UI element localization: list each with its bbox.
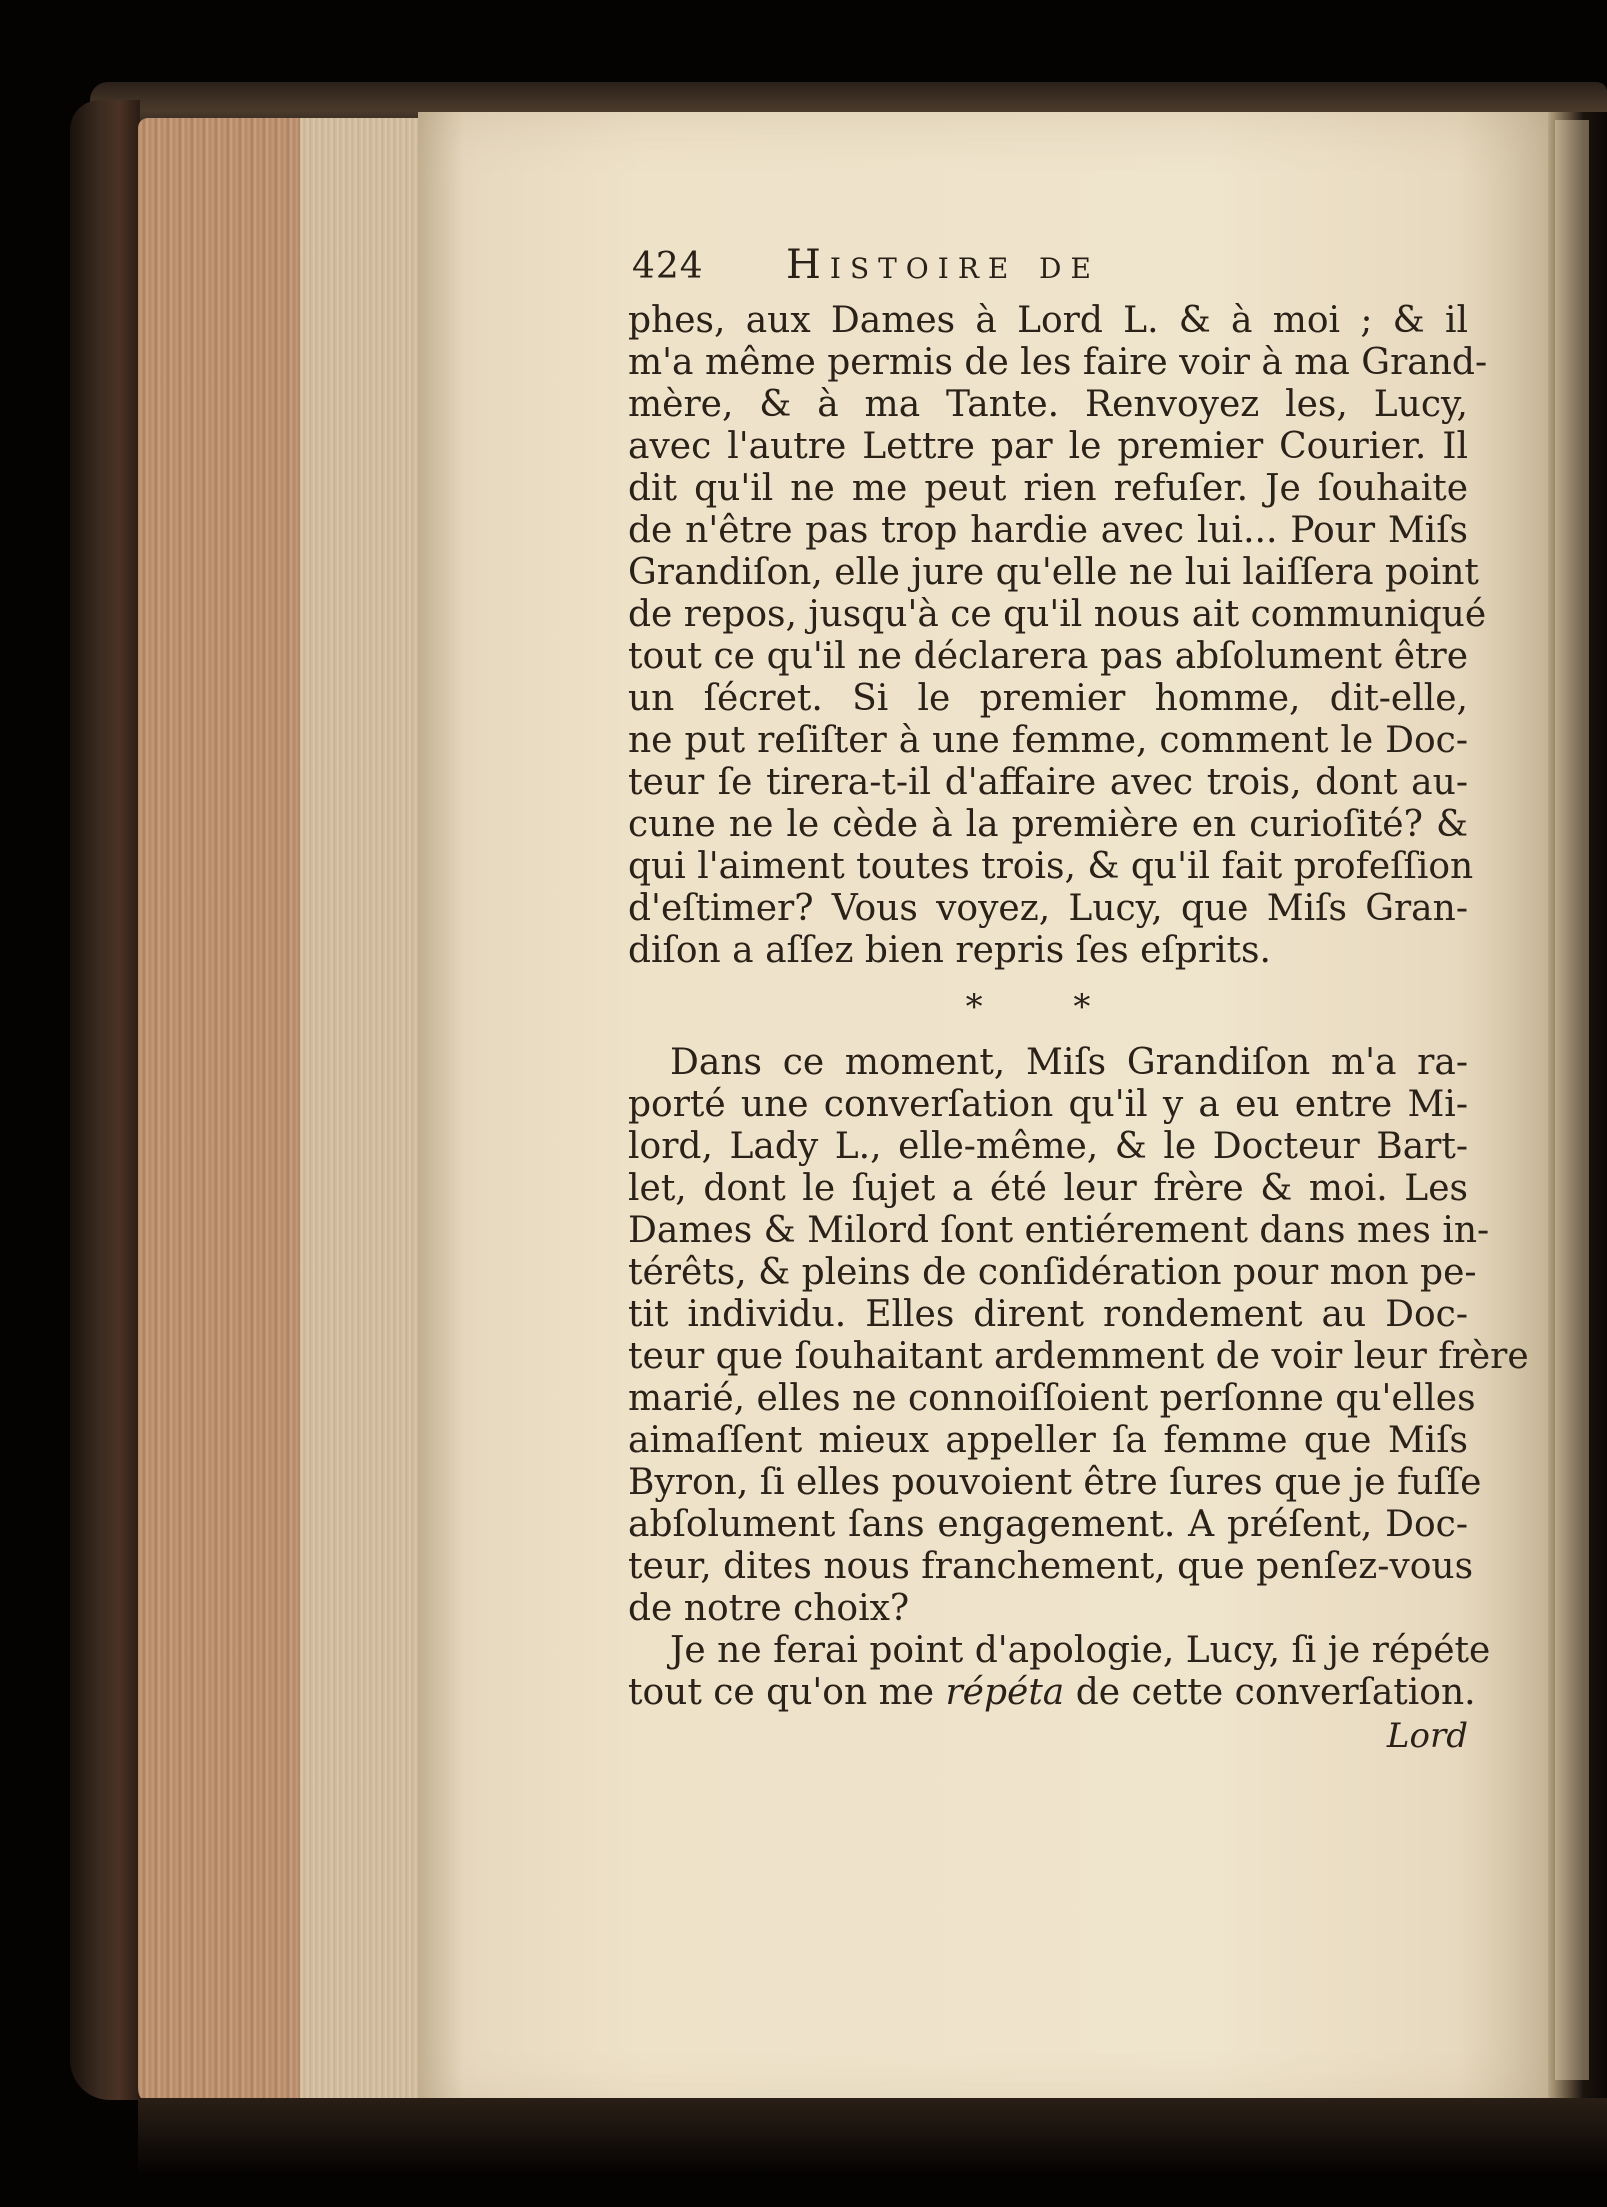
text-line: teur, dites nous franchement, que penſez-vous xyxy=(628,1546,1474,1587)
text-line: let, dont le ſujet a été leur frère & moi. Les xyxy=(628,1168,1468,1209)
text-line: tout ce qu'il ne déclarera pas abſolument être xyxy=(628,636,1468,677)
book-spine-cover xyxy=(70,100,140,2100)
text-line: de n'être pas trop hardie avec lui... Pour Miſs xyxy=(628,510,1468,551)
text-line: tit individu. Elles dirent rondement au Doc- xyxy=(628,1294,1468,1335)
text-line: teur que ſouhaitant ardemment de voir leur frère xyxy=(628,1336,1529,1377)
text-line: un ſécret. Si le premier homme, dit-elle, xyxy=(628,678,1468,719)
text-line: mère, & à ma Tante. Renvoyez les, Lucy, xyxy=(628,384,1468,425)
text-line: de repos, jusqu'à ce qu'il nous ait communiqué xyxy=(628,594,1487,635)
text-line: d'eſtimer? Vous voyez, Lucy, que Miſs Gran- xyxy=(628,888,1468,929)
text-line: phes, aux Dames à Lord L. & à moi ; & il xyxy=(628,300,1468,341)
page-edges-light xyxy=(300,118,428,2108)
text-line: teur ſe tirera-t-il d'affaire avec trois, dont au- xyxy=(628,762,1468,803)
paragraph-3 xyxy=(628,1630,1491,1714)
catchword: Lord xyxy=(1386,1716,1468,1756)
text-line: qui l'aiment toutes trois, & qu'il fait profeſſion xyxy=(628,846,1474,887)
text-line: lord, Lady L., elle-même, & le Docteur Bart- xyxy=(628,1126,1468,1167)
text-line-with-italic xyxy=(628,1672,1476,1714)
paragraph-1 xyxy=(628,300,1488,972)
text-line: avec l'autre Lettre par le premier Courier. Il xyxy=(628,426,1468,467)
text-line: porté une converſation qu'il y a eu entre Mi- xyxy=(628,1084,1468,1125)
text-line: de notre choix? xyxy=(628,1588,910,1629)
facing-leaf-edge xyxy=(1555,120,1589,2080)
italic-word: répéta xyxy=(945,1672,1065,1713)
text-line: ne put reſiſter à une femme, comment le Doc- xyxy=(628,720,1468,761)
text-line: abſolument ſans engagement. A préſent, Doc- xyxy=(628,1504,1468,1545)
text-line: m'a même permis de les faire voir à ma Grand- xyxy=(628,342,1488,383)
page-text-block xyxy=(628,242,1529,1758)
page-number: 424 xyxy=(632,246,704,287)
page-header xyxy=(628,242,1468,300)
text-line: térêts, & pleins de conſidération pour mon pe- xyxy=(628,1252,1477,1293)
section-separator: * * xyxy=(965,987,1131,1027)
text-line: Grandiſon, elle jure qu'elle ne lui laiſſera point xyxy=(628,552,1479,593)
text-line: Dans ce moment, Miſs Grandiſon m'a ra- xyxy=(670,1042,1468,1083)
running-title: Histoire de xyxy=(786,242,1100,288)
text-line: aimaſſent mieux appeller ſa femme que Miſs xyxy=(628,1420,1468,1461)
text-line: Dames & Milord ſont entiérement dans mes in- xyxy=(628,1210,1490,1251)
paragraph-2 xyxy=(628,1042,1529,1630)
text-fragment: de cette converſation. xyxy=(1064,1672,1476,1713)
text-line: Je ne ferai point d'apologie, Lucy, ſi je répéte xyxy=(670,1630,1491,1671)
bottom-shadow xyxy=(138,2098,1607,2207)
text-line: marié, elles ne connoiſſoient perſonne qu'elles xyxy=(628,1378,1476,1419)
text-line: cune ne le cède à la première en curioſité? & xyxy=(628,804,1468,845)
text-line: dit qu'il ne me peut rien refuſer. Je ſouhaite xyxy=(628,468,1468,509)
text-line: diſon a aſſez bien repris ſes eſprits. xyxy=(628,930,1271,971)
text-line: Byron, ſi elles pouvoient être ſures que je fuſſe xyxy=(628,1462,1482,1503)
text-fragment: tout ce qu'on me xyxy=(628,1672,946,1713)
